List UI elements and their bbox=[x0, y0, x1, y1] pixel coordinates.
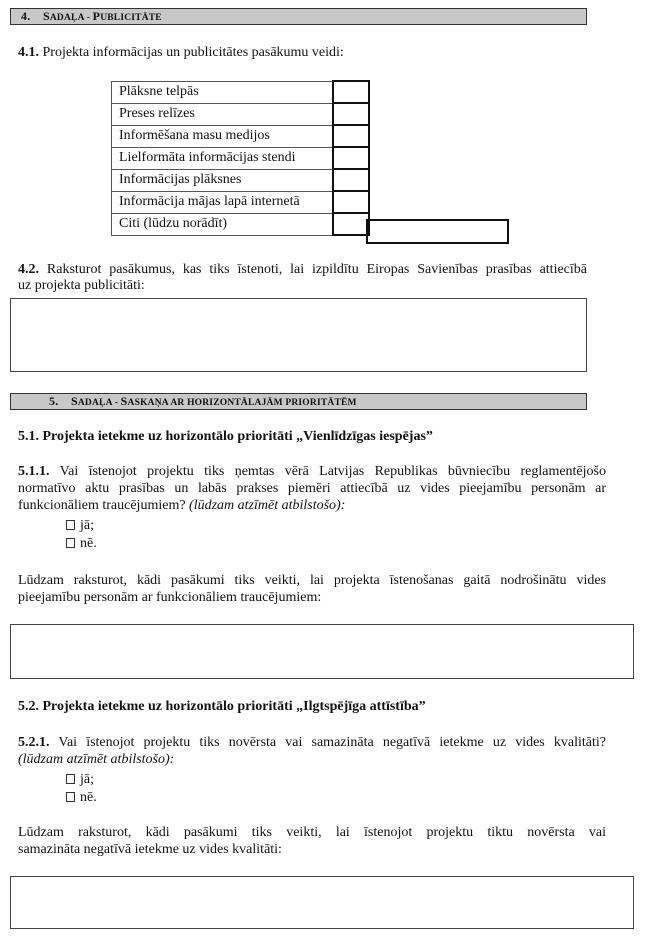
measure-label: Plāksne telpās bbox=[112, 81, 333, 103]
answer-4-2-textarea[interactable] bbox=[10, 298, 587, 372]
measure-checkbox[interactable] bbox=[333, 81, 369, 103]
option-yes-5-2-1[interactable]: jā; bbox=[66, 772, 94, 788]
table-row bbox=[112, 81, 369, 103]
question-5-1-1-line1: 5.1.1. Vai īstenojot projektu tiks ņemtas vērā Latvijas Republikas būvniecību reglamentējošo bbox=[18, 464, 606, 479]
table-row bbox=[112, 103, 369, 125]
option-no-5-1-1[interactable]: nē. bbox=[66, 536, 97, 552]
measure-label: Informēšana masu medijos bbox=[112, 125, 333, 147]
question-5-2-1-hint: (lūdzam atzīmēt atbilstošo): bbox=[18, 752, 175, 767]
measure-checkbox[interactable] bbox=[333, 125, 369, 147]
answer-5-2-1-textarea[interactable] bbox=[10, 876, 634, 929]
measure-checkbox[interactable] bbox=[333, 191, 369, 213]
measure-label: Citi (lūdzu norādīt) bbox=[112, 213, 333, 235]
checkbox-icon[interactable] bbox=[66, 792, 75, 802]
measure-label: Lielformāta informācijas stendi bbox=[112, 147, 333, 169]
section-5-header: 5. SADAĻA - SASKAŅA AR HORIZONTĀLAJĀM PRIORITĀTĒM bbox=[10, 393, 587, 410]
question-4-2-line1: 4.2. Raksturot pasākumus, kas tiks īstenoti, lai izpildītu Eiropas Savienības prasības attiecībā bbox=[18, 262, 587, 277]
table-row bbox=[112, 213, 369, 235]
publicity-measures-table bbox=[111, 80, 370, 236]
option-yes-5-1-1[interactable]: jā; bbox=[66, 518, 94, 534]
followup-5-1-1-line2: pieejamību personām ar funkcionāliem traucējumiem: bbox=[18, 590, 322, 605]
table-row bbox=[112, 191, 369, 213]
question-5-2-title: 5.2. Projekta ietekme uz horizontālo prioritāti „Ilgtspējīga attīstība” bbox=[18, 699, 426, 714]
other-specify-input[interactable] bbox=[366, 219, 509, 244]
followup-5-1-1-line1: Lūdzam raksturot, kādi pasākumi tiks veikti, lai projekta īstenošanas gaitā nodrošinātu vides bbox=[18, 573, 606, 588]
question-4-1: 4.1. Projekta informācijas un publicitātes pasākumu veidi: bbox=[18, 45, 344, 60]
section-number: 4. bbox=[21, 9, 31, 23]
measure-label: Informācija mājas lapā internetā bbox=[112, 191, 333, 213]
question-5-1-1-line3: funkcionāliem traucējumiem? (lūdzam atzīmēt atbilstošo): bbox=[18, 498, 346, 513]
measure-checkbox[interactable] bbox=[333, 169, 369, 191]
checkbox-icon[interactable] bbox=[66, 774, 75, 784]
option-no-5-2-1[interactable]: nē. bbox=[66, 790, 97, 806]
table-row bbox=[112, 169, 369, 191]
measure-label: Preses relīzes bbox=[112, 103, 333, 125]
followup-5-2-1-line2: samazināta negatīvā ietekme uz vides kvalitāti: bbox=[18, 842, 282, 857]
answer-5-1-1-textarea[interactable] bbox=[10, 624, 634, 679]
question-5-2-1-line1: 5.2.1. Vai īstenojot projektu tiks novērsta vai samazināta negatīvā ietekme uz vides kvalitāti? bbox=[18, 735, 606, 750]
section-4-header: 4. SADAĻA - PUBLICITĀTE bbox=[10, 8, 587, 25]
measure-checkbox[interactable] bbox=[333, 103, 369, 125]
question-5-1-1-line2: normatīvo aktu prasības un labās prakses piemēri attiecībā uz vides pieejamību personām ar bbox=[18, 481, 606, 496]
checkbox-icon[interactable] bbox=[66, 520, 75, 530]
table-row bbox=[112, 147, 369, 169]
section-number: 5. bbox=[49, 394, 59, 408]
question-4-2-line2: uz projekta publicitāti: bbox=[18, 278, 145, 293]
measure-label: Informācijas plāksnes bbox=[112, 169, 333, 191]
table-row bbox=[112, 125, 369, 147]
followup-5-2-1-line1: Lūdzam raksturot, kādi pasākumi tiks veikti, lai īstenojot projektu tiktu novērsta vai bbox=[18, 825, 606, 840]
measure-checkbox[interactable] bbox=[333, 147, 369, 169]
measure-checkbox[interactable] bbox=[333, 213, 369, 235]
question-5-1-title: 5.1. Projekta ietekme uz horizontālo prioritāti „Vienlīdzīgas iespējas” bbox=[18, 429, 433, 444]
checkbox-icon[interactable] bbox=[66, 538, 75, 548]
